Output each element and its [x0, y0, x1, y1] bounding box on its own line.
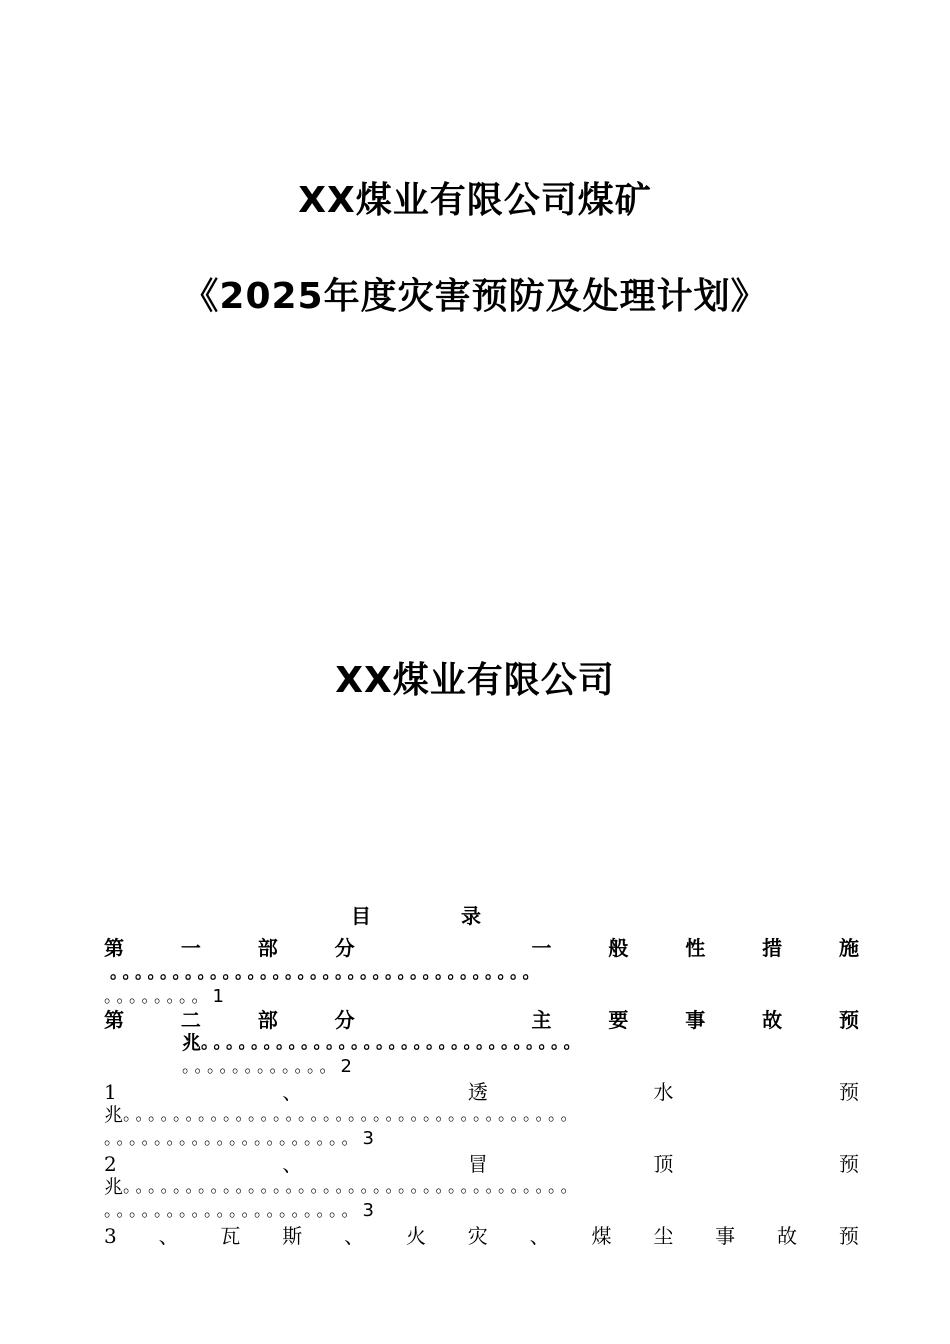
toc-char: 兆	[104, 1104, 124, 1126]
toc-char: 煤	[591, 1224, 612, 1248]
toc-char: 尘	[653, 1224, 674, 1248]
toc-char: 顶	[653, 1152, 674, 1176]
toc-entry-4-title[interactable]	[104, 1152, 859, 1176]
toc-char: 、	[529, 1224, 550, 1248]
toc-entry-1-leader-1	[110, 962, 858, 984]
toc-char: 预	[838, 1080, 859, 1104]
cover-title-line2: 《2025年度灾害预防及处理计划》	[182, 276, 768, 317]
toc-page-number: 3	[362, 1200, 374, 1221]
toc-entry-3-title[interactable]	[104, 1080, 859, 1104]
dot-leader: 。。。。。。。。。。。。。。。。。。。。。。。。。。。。。。	[201, 1033, 585, 1053]
toc-char: 性	[685, 936, 706, 960]
toc-char: 事	[685, 1008, 706, 1032]
toc-char: 预	[839, 1008, 859, 1032]
toc-char: 兆	[104, 1176, 124, 1198]
toc-char: 灾	[467, 1224, 488, 1248]
toc-char: 第	[104, 936, 124, 960]
cover-title-line1: XX煤业有限公司煤矿	[298, 180, 652, 221]
toc-char: 主	[531, 1008, 552, 1032]
dot-leader: 。。。。。。。。	[104, 987, 213, 1007]
toc-char: 分	[334, 1008, 355, 1032]
toc-char: 施	[839, 936, 859, 960]
toc-char: 故	[777, 1224, 798, 1248]
dot-leader: 。。。。。。。。。。。。。。。。。。。。。。。。。。。。。。。。。。。。	[123, 1105, 582, 1125]
toc-entry-1-leader-2	[104, 986, 404, 1008]
dot-leader: 。。。。。。。。。。。。。。。。。。。。	[104, 1129, 363, 1149]
toc-char: 1	[104, 1080, 117, 1104]
toc-entry-4-leader-1	[104, 1176, 858, 1198]
toc-char: 火	[405, 1224, 426, 1248]
toc-char: 分	[334, 936, 355, 960]
toc-char: 二	[180, 1008, 201, 1032]
toc-entry-2-leader-1	[182, 1032, 858, 1054]
toc-char: 预	[838, 1224, 859, 1248]
toc-char: 一	[531, 936, 552, 960]
dot-leader: 。。。。。。。。。。。。。。。。。。。。	[104, 1201, 363, 1221]
toc-char: 2	[104, 1152, 117, 1176]
toc-char: 一	[180, 936, 201, 960]
toc-char: 故	[762, 1008, 783, 1032]
toc-entry-1-title[interactable]	[104, 936, 859, 960]
toc-char: 冒	[467, 1152, 488, 1176]
toc-char: 预	[838, 1152, 859, 1176]
toc-char: 、	[282, 1080, 303, 1104]
toc-char: 、	[282, 1152, 303, 1176]
toc-page-number: 2	[340, 1056, 352, 1077]
dot-leader: 。。。。。。。。。。。。。。。。。。。。。。。。。。。。。。。。。。	[110, 963, 544, 983]
toc-char: 斯	[282, 1224, 303, 1248]
toc-char: 透	[467, 1080, 488, 1104]
toc-char: 要	[608, 1008, 629, 1032]
toc-char: 瓦	[220, 1224, 241, 1248]
toc-char: 部	[257, 936, 278, 960]
toc-char: 3	[104, 1224, 117, 1248]
dot-leader: 。。。。。。。。。。。。	[182, 1057, 341, 1077]
toc-char: 水	[653, 1080, 674, 1104]
toc-char: 、	[158, 1224, 179, 1248]
toc-page-number: 1	[212, 986, 224, 1007]
toc-entry-2-title[interactable]	[104, 1008, 859, 1032]
toc-entry-4-leader-2	[104, 1200, 534, 1222]
toc-char: 般	[608, 936, 629, 960]
toc-entry-2-leader-2	[182, 1056, 442, 1078]
toc-char: 措	[762, 936, 783, 960]
toc-entry-3-leader-1	[104, 1104, 858, 1126]
toc-char: 、	[344, 1224, 365, 1248]
toc-char: 事	[715, 1224, 736, 1248]
toc-entry-5-title[interactable]	[104, 1224, 859, 1248]
cover-company: XX煤业有限公司	[335, 660, 615, 701]
toc-char: 兆	[182, 1032, 202, 1054]
dot-leader: 。。。。。。。。。。。。。。。。。。。。。。。。。。。。。。。。。。。。	[123, 1177, 582, 1197]
toc-entry-3-leader-2	[104, 1128, 534, 1150]
toc-heading: 目录	[351, 904, 571, 928]
toc-page-number: 3	[362, 1128, 374, 1149]
toc-char: 部	[257, 1008, 278, 1032]
toc-char: 第	[104, 1008, 124, 1032]
